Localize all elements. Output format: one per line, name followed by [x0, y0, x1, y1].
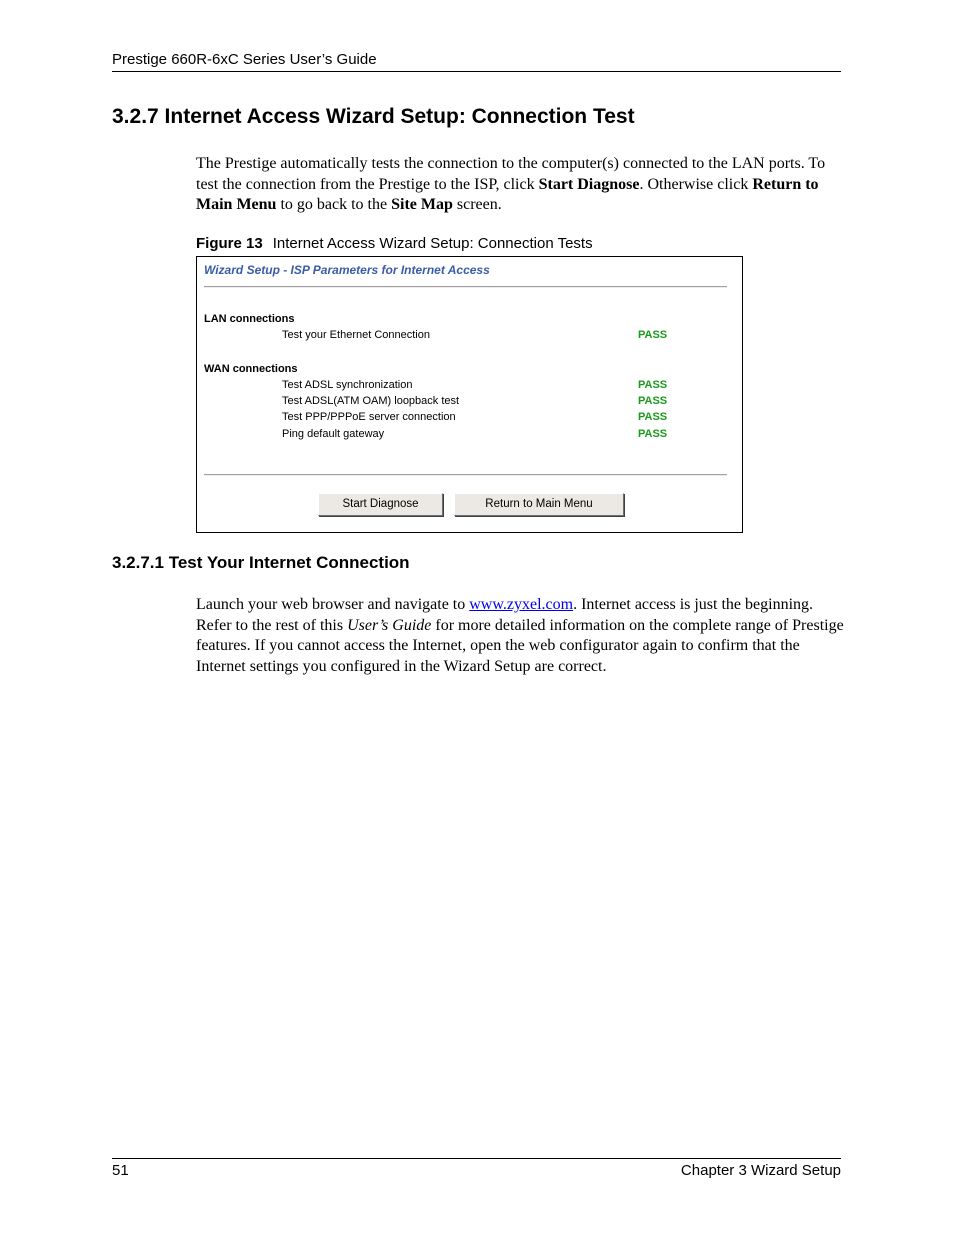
- test-row-adsl-sync: [282, 379, 682, 395]
- intro-paragraph: [196, 154, 846, 216]
- intro-text-4: screen.: [452, 196, 502, 213]
- intro-text-1: The Prestige automatically tests the connection to the computer(s) connected to the LAN ports. To test the connection from the Prestige to the ISP, click: [196, 155, 826, 193]
- figure-caption-text: Internet Access Wizard Setup: Connection Tests: [272, 235, 593, 252]
- footer-rule: [112, 1158, 841, 1159]
- figure-number: Figure 13: [196, 235, 263, 252]
- test-row-adsl-loopback: [282, 395, 682, 411]
- test-row-ping-gateway: [282, 428, 682, 444]
- subsection-paragraph: [196, 595, 846, 677]
- intro-bold-site-map: Site Map: [391, 196, 453, 213]
- pass-status: PASS: [638, 411, 668, 423]
- test-label: Test ADSL(ATM OAM) loopback test: [282, 395, 460, 407]
- section-title: 3.2.7 Internet Access Wizard Setup: Connection Test: [112, 105, 635, 128]
- header-rule: [112, 71, 841, 72]
- test-row-ethernet: [282, 329, 682, 345]
- test-label: Test ADSL synchronization: [282, 379, 413, 391]
- wizard-title: Wizard Setup - ISP Parameters for Internet Access: [204, 263, 490, 277]
- lan-connections-heading: LAN connections: [204, 313, 295, 325]
- return-to-main-menu-button[interactable]: Return to Main Menu: [454, 493, 624, 516]
- test-label: Ping default gateway: [282, 428, 385, 440]
- page-number: 51: [112, 1162, 129, 1179]
- figure-caption: [196, 235, 593, 252]
- intro-text-2: . Otherwise click: [639, 175, 753, 193]
- start-diagnose-button[interactable]: Start Diagnose: [318, 493, 443, 516]
- body-text-3: for more detailed information on the complete range of Prestige features. If you cannot access the Internet, open the web configurator again to confirm that the Internet settings you configured in the Wizard Setup are correct.: [196, 616, 844, 675]
- test-label: Test PPP/PPPoE server connection: [282, 411, 456, 423]
- body-text-2: . Internet access is just the beginning. Refer to the rest of this: [196, 596, 814, 634]
- test-row-ppp-server: [282, 411, 682, 427]
- pass-status: PASS: [638, 329, 668, 341]
- pass-status: PASS: [638, 395, 668, 407]
- wizard-screenshot: [196, 256, 743, 533]
- body-text-1: Launch your web browser and navigate to: [196, 596, 470, 613]
- intro-text-3: to go back to the: [276, 196, 392, 213]
- running-header: Prestige 660R-6xC Series User’s Guide: [112, 51, 377, 68]
- screen-divider-bottom: [204, 474, 727, 476]
- wan-connections-heading: WAN connections: [204, 363, 298, 375]
- intro-bold-start-diagnose: Start Diagnose: [538, 175, 640, 193]
- pass-status: PASS: [638, 428, 668, 440]
- test-label: Test your Ethernet Connection: [282, 329, 430, 341]
- zyxel-link[interactable]: www.zyxel.com: [469, 596, 574, 613]
- users-guide-italic: User’s Guide: [347, 616, 432, 634]
- pass-status: PASS: [638, 379, 668, 391]
- intro-bold-return-main-menu: Return to Main Menu: [196, 175, 819, 213]
- subsection-title: 3.2.7.1 Test Your Internet Connection: [112, 553, 410, 572]
- screen-divider-top: [204, 286, 727, 288]
- chapter-label: Chapter 3 Wizard Setup: [680, 1162, 841, 1179]
